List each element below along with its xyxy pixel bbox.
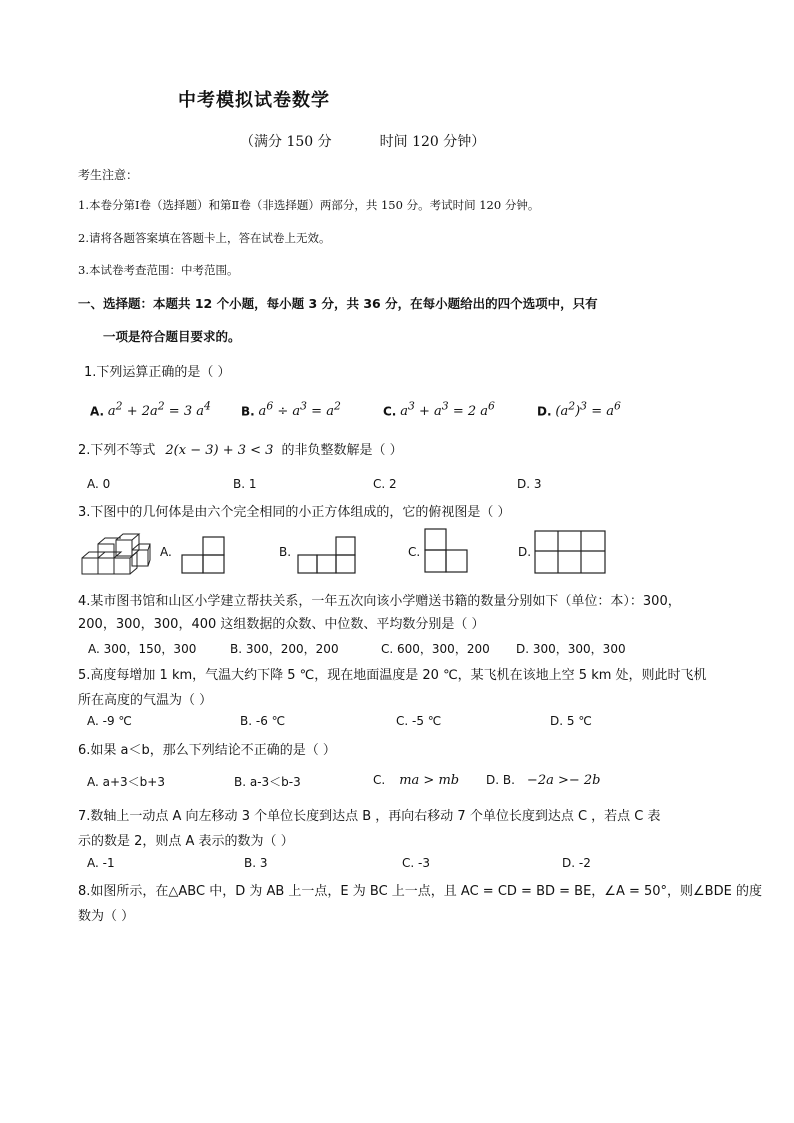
q3-option-d: D.: [518, 545, 532, 559]
q2-option-c: C. 2: [373, 477, 397, 491]
question-1-stem: 1.下列运算正确的是（ ）: [84, 365, 231, 380]
q3-option-c-figure: [424, 528, 468, 574]
cube-solid-figure: [80, 532, 152, 578]
note-item: 2.请将各题答案填在答题卡上，答在试卷上无效。: [78, 231, 331, 245]
q7-option-a: A. -1: [87, 856, 115, 870]
question-8-stem-cont: 数为（ ）: [78, 909, 135, 924]
question-6-stem: 6.如果 a＜b，那么下列结论不正确的是（ ）: [78, 743, 336, 758]
question-7-stem-cont: 示的数是 2，则点 A 表示的数为（ ）: [78, 834, 294, 849]
q4-option-a: A. 300，150，300: [88, 642, 197, 656]
q7-option-d: D. -2: [562, 856, 591, 870]
q1-option-a: A. $a^2 + 2a^2 = 3$ $a^4$: [90, 400, 211, 420]
q2-option-a: A. 0: [87, 477, 111, 491]
q5-option-b: B. -6 ℃: [240, 714, 286, 728]
section-heading-cont: 一项是符合题目要求的。: [103, 329, 241, 344]
q5-option-c: C. -5 ℃: [396, 714, 442, 728]
question-5-stem-cont: 所在高度的气温为（ ）: [78, 693, 213, 708]
q6-option-c: C. ma > mb: [373, 773, 460, 788]
q3-option-a: A.: [160, 545, 172, 559]
q3-option-b: B.: [279, 545, 292, 559]
question-5-stem: 5.高度每增加 1 km，气温大约下降 5 ℃，现在地面温度是 20 ℃，某飞机在该地上空 5 km 处，则此时飞机: [78, 668, 707, 683]
exam-info: [240, 131, 485, 151]
q3-option-c: C.: [408, 545, 421, 559]
q4-option-b: B. 300，200，200: [230, 642, 339, 656]
question-4-stem: 4.某市图书馆和山区小学建立帮扶关系，一年五次向该小学赠送书籍的数量分别如下（单位：本）：300，: [78, 594, 681, 609]
exam-time: 时间 120 分钟）: [379, 134, 486, 150]
q3-option-d-figure: [534, 530, 606, 574]
q2-option-b: B. 1: [233, 477, 257, 491]
question-8-stem: 8.如图所示，在△ABC 中，D 为 AB 上一点，E 为 BC 上一点，且 AC = CD = BD = BE，∠A = 50°，则∠BDE 的度: [78, 884, 762, 899]
q4-option-d: D. 300，300，300: [516, 642, 626, 656]
notes-heading: 考生注意：: [78, 168, 139, 182]
q7-option-c: C. -3: [402, 856, 430, 870]
question-4-stem-cont: 200，300，300，400 这组数据的众数、中位数、平均数分别是（ ）: [78, 617, 485, 632]
question-3-stem: 3.下图中的几何体是由六个完全相同的小正方体组成的，它的俯视图是（ ）: [78, 505, 511, 520]
q2-option-d: D. 3: [517, 477, 542, 491]
q1-option-d: D. $(a^2)^3 = a^6$: [537, 400, 621, 420]
q3-option-a-figure: [181, 536, 225, 574]
q2-inequality: 2(x − 3) + 3 < 3: [165, 443, 274, 458]
q7-option-b: B. 3: [244, 856, 268, 870]
note-item: 3.本试卷考查范围：中考范围。: [78, 263, 239, 277]
q1-option-c: C. $a^3 + a^3 = 2$ $a^6$: [383, 400, 495, 420]
q5-option-d: D. 5 ℃: [550, 714, 592, 728]
full-score: （满分 150 分: [240, 134, 332, 150]
q6-option-c-math: ma > mb: [399, 773, 460, 788]
section-heading: 一、选择题：本题共 12 个小题，每小题 3 分，共 36 分，在每小题给出的四个选项中，只有: [78, 296, 598, 311]
page-title: 中考模拟试卷数学: [178, 90, 330, 111]
q6-option-a: A. a+3＜b+3: [87, 775, 165, 789]
question-7-stem: 7.数轴上一动点 A 向左移动 3 个单位长度到达点 B ，再向右移动 7 个单位长度到达点 C ，若点 C 表: [78, 809, 661, 824]
q4-option-c: C. 600，300，200: [381, 642, 490, 656]
note-item: 1.本卷分第Ⅰ卷（选择题）和第Ⅱ卷（非选择题）两部分，共 150 分。考试时间 120 分钟。: [78, 198, 540, 212]
q6-option-d-math: −2a >− 2b: [526, 773, 601, 788]
q3-option-b-figure: [297, 536, 357, 574]
q5-option-a: A. -9 ℃: [87, 714, 132, 728]
question-2-stem: 2.下列不等式 2(x − 3) + 3 < 3 的非负整数解是（ ）: [78, 443, 403, 458]
q6-option-d: D. B. −2a >− 2b: [486, 773, 601, 788]
q1-option-b: B. $a^6 \div a^3 = a^2$: [241, 400, 341, 420]
q6-option-b: B. a-3＜b-3: [234, 775, 301, 789]
